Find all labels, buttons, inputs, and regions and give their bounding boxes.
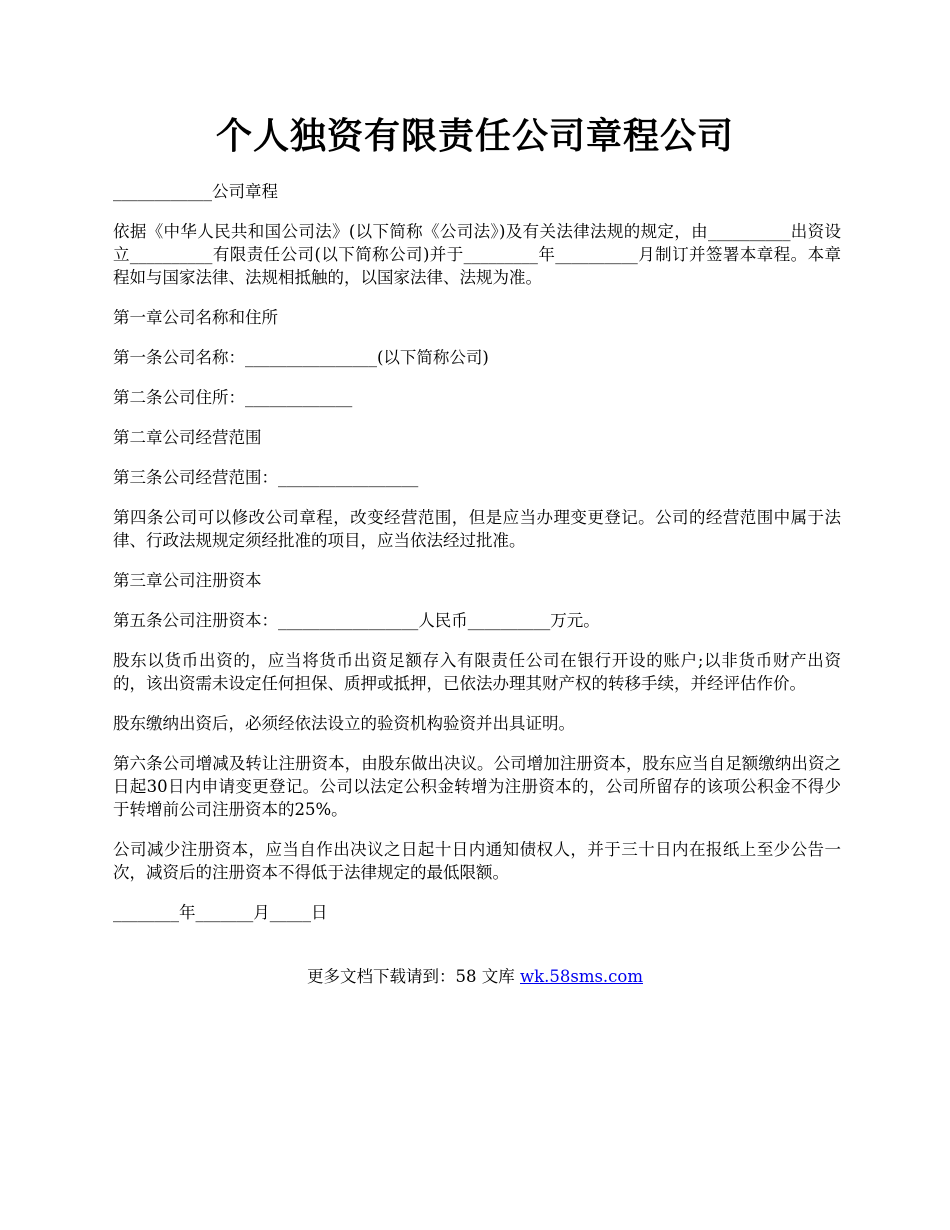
document-title: 个人独资有限责任公司章程公司 bbox=[215, 115, 734, 157]
charter-heading-line: ____________公司章程 bbox=[113, 182, 278, 201]
chapter-3-heading: 第三章公司注册资本 bbox=[113, 571, 262, 590]
capital-contribution-paragraph: 股东以货币出资的，应当将货币出资足额存入有限责任公司在银行开设的账户;以非货币财产出资的，该出资需未设定任何担保、质押或抵押，已依法办理其财产权的转移手续，并经评估作价。 bbox=[113, 651, 841, 693]
chapter-1-heading: 第一章公司名称和住所 bbox=[113, 308, 278, 327]
article-3: 第三条公司经营范围：_________________ bbox=[113, 468, 419, 487]
download-footer bbox=[0, 965, 950, 988]
capital-reduction-paragraph: 公司减少注册资本，应当自作出决议之日起十日内通知债权人，并于三十日内在报纸上至少公告一次，减资后的注册资本不得低于法律规定的最低限额。 bbox=[113, 840, 841, 882]
article-5: 第五条公司注册资本：_________________人民币__________万元。 bbox=[113, 611, 600, 630]
article-1: 第一条公司名称：________________(以下简称公司) bbox=[113, 348, 489, 367]
footer-link[interactable]: wk.58sms.com bbox=[519, 967, 643, 986]
capital-verification-paragraph: 股东缴纳出资后，必须经依法设立的验资机构验资并出具证明。 bbox=[113, 714, 575, 733]
footer-text: 更多文档下载请到：58 文库 bbox=[306, 967, 520, 986]
document-body bbox=[113, 180, 841, 941]
article-2: 第二条公司住所：_____________ bbox=[113, 388, 353, 407]
date-line: ________年_______月_____日 bbox=[113, 903, 328, 922]
chapter-2-heading: 第二章公司经营范围 bbox=[113, 428, 262, 447]
article-4: 第四条公司可以修改公司章程，改变经营范围，但是应当办理变更登记。公司的经营范围中属于法律、行政法规规定须经批准的项目，应当依法经过批准。 bbox=[113, 508, 841, 550]
article-6: 第六条公司增减及转让注册资本，由股东做出决议。公司增加注册资本，股东应当自足额缴纳出资之日起30日内申请变更登记。公司以法定公积金转增为注册资本的，公司所留存的该项公积金不得少于转增前公司注册资本的25%。 bbox=[113, 754, 841, 819]
preamble-paragraph: 依据《中华人民共和国公司法》(以下简称《公司法》)及有关法律法规的规定，由__________出资设立__________有限责任公司(以下简称公司)并于_________年__________月制订并签署本章程。本章程如与国家法律、法规相抵触的，以国家法律、法规为准。 bbox=[113, 222, 841, 287]
